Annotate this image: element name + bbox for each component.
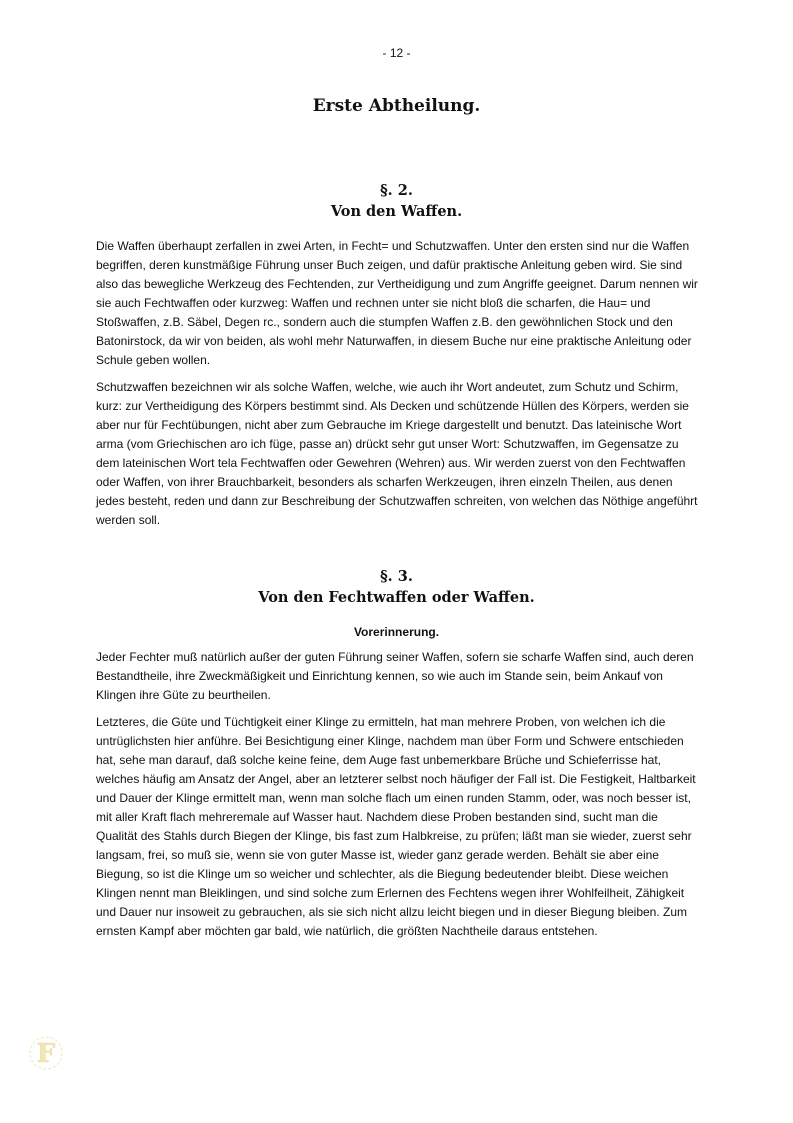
section-3-title: Von den Fechtwaffen oder Waffen.	[258, 589, 535, 606]
section-3-paragraph-1: Jeder Fechter muß natürlich außer der guten Führung seiner Waffen, sofern sie scharfe Waffen sind, auch deren Bestandtheile, ihre Zweckmäßigkeit und Einrichtung kennen, so wie auch im Stande sein, beim Ankauf von Klingen ihre Güte zu beurtheilen.	[96, 650, 694, 702]
section-3-subheading: Vorerinnerung.	[353, 625, 440, 639]
section-2-body	[96, 237, 698, 538]
section-2-title: Von den Waffen.	[330, 203, 463, 220]
part-title: Erste Abtheilung.	[312, 96, 481, 116]
section-3-paragraph-2: Letzteres, die Güte und Tüchtigkeit einer Klinge zu ermitteln, hat man mehrere Proben, von welchen ich die untrüglichsten hier anführe. Bei Besichtigung einer Klinge, nachdem man über Form und Schwere entschieden hat, sehe man darauf, daß solche keine feine, dem Auge fast unbemerkbare Brüche und Schieferrisse hat, welches häufig am Ansatz der Angel, aber an letzterer selbst noch häufiger der Fall ist. Die Festigkeit, Haltbarkeit und Dauer der Klinge ermittelt man, wenn man solche flach um einen runden Stamm, oder, was noch besser ist, mit aller Kraft flach mehreremale auf Wasser haut. Nachdem diese Proben bestanden sind, sucht man die Qualität des Stahls durch Biegen der Klinge, bis fast zum Halbkreise, zu prüfen; läßt man sie wieder, zuerst sehr langsam, frei, so muß sie, wenn sie von guter Masse ist, wieder ganz gerade werden. Behält sie aber eine Biegung, so ist die Klinge um so weicher und schlechter, als die Biegung bedeutender bleibt. Diese weichen Klingen nennt man Bleiklingen, und sind solche zum Erlernen des Fechtens wegen ihrer Wohlfeilheit, Zähigkeit und Dauer nur insoweit zu gebrauchen, als sie sich nicht allzu leicht biegen und in dieser Biegung bleiben. Zum ernsten Kampf aber möchten gar bald, wie natürlich, die größten Nachtheile daraus entstehen.	[96, 715, 696, 938]
f-logo-icon	[28, 1035, 64, 1071]
section-3-body	[96, 648, 698, 949]
section-3-number: §. 3.	[380, 568, 413, 585]
section-2-paragraph-1: Die Waffen überhaupt zerfallen in zwei Arten, in Fecht= und Schutzwaffen. Unter den ersten sind nur die Waffen begriffen, deren kunstmäßige Führung unser Buch zeigen, und dafür praktische Anleitung geben wird. Sie sind also das bewegliche Werkzeug des Fechtenden, zur Vertheidigung und zum Angriffe geeignet. Darum nennen wir sie auch Fechtwaffen oder kurzweg: Waffen und rechnen unter sie nicht bloß die scharfen, die Hau= und Stoßwaffen, z.B. Säbel, Degen rc., sondern auch die stumpfen Waffen z.B. den gewöhnlichen Stock und den Batonirstock, da wir von beiden, als wohl mehr Naturwaffen, in diesem Buche nur eine praktische Anleitung oder Schule geben wollen.	[96, 239, 698, 367]
page-number: - 12 -	[382, 46, 411, 60]
section-2-number: §. 2.	[380, 182, 413, 199]
watermark-letter: F	[36, 1039, 56, 1069]
section-2-heading	[0, 180, 793, 222]
section-2-paragraph-2: Schutzwaffen bezeichnen wir als solche Waffen, welche, wie auch ihr Wort andeutet, zum Schutz und Schirm, kurz: zur Vertheidigung des Körpers bestimmt sind. Als Decken und schützende Hüllen des Körpers, werden sie aber nur für Fechtübungen, nicht aber zum Gebrauche im Kriege dargestellt und benutzt. Das lateinische Wort arma (vom Griechischen aro ich füge, passe an) drückt sehr gut unser Wort: Schutzwaffen, im Gegensatze zu dem lateinischen Wort tela Fechtwaffen oder Gewehren (Wehren) aus. Wir werden zuerst von den Fechtwaffen oder Waffen, von ihrer Brauchbarkeit, besonders als scharfen Werkzeugen, ihren einzeln Theilen, aus denen jedes besteht, reden und dann zur Beschreibung der Schutzwaffen schreiten, von welchen das Nöthige angeführt werden soll.	[96, 380, 698, 527]
section-3-heading	[0, 566, 793, 608]
